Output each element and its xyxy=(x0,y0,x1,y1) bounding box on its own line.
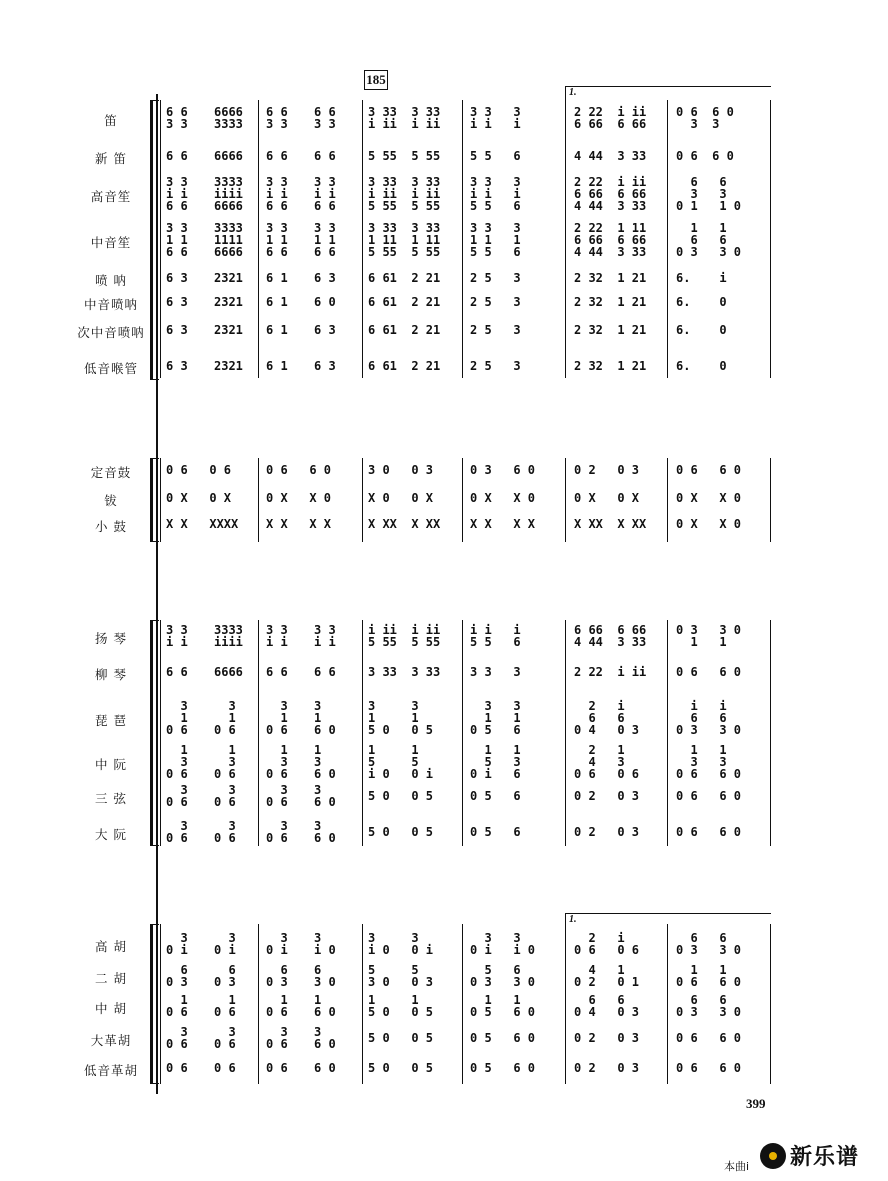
notation-cell: 0 X 0 X xyxy=(574,491,640,505)
notation-cell: 3 3 1 1 6 6 xyxy=(166,221,188,259)
notation-cell: 6666 3333 xyxy=(214,105,243,131)
barline xyxy=(667,458,668,542)
notation-cell: 3 3 i i 6 6 xyxy=(166,175,188,213)
notation-cell: 0 6 6 0 xyxy=(676,789,742,803)
notation-cell: 5 0 0 5 xyxy=(368,825,434,839)
barline xyxy=(770,620,771,846)
bracket-plucked xyxy=(150,620,159,846)
barline xyxy=(565,100,566,378)
notation-cell: 0 6 0 6 xyxy=(166,463,232,477)
notation-cell: 0 6 6 0 xyxy=(676,1031,742,1045)
notation-cell: 2 5 3 xyxy=(470,271,521,285)
notation-cell: 3 1 0 6 xyxy=(214,699,236,737)
site-logo xyxy=(760,1140,859,1171)
notation-cell: 6 61 2 21 xyxy=(368,271,441,285)
notation-cell: 2 22 i ii xyxy=(574,665,647,679)
notation-cell: 6 0 3 xyxy=(166,963,188,989)
notation-cell: 3 0 6 xyxy=(214,1025,236,1051)
notation-cell: 0 3 6 0 xyxy=(470,463,536,477)
notation-cell: X XX X XX xyxy=(368,517,441,531)
notation-cell: 3333 1111 6666 xyxy=(214,221,243,259)
notation-cell: 2 32 1 21 xyxy=(574,271,647,285)
notation-cell: 1 0 6 xyxy=(214,993,236,1019)
notation-cell: 3 6 0 xyxy=(314,819,336,845)
notation-cell: 2 32 1 21 xyxy=(574,295,647,309)
instrument-label: 琵 琶 xyxy=(95,713,127,728)
barline xyxy=(362,100,363,378)
notation-cell: X X X X xyxy=(470,517,536,531)
volta-bracket-top xyxy=(565,86,771,101)
notation-cell: X XX X XX xyxy=(574,517,647,531)
notation-cell: 0 X 0 X xyxy=(166,491,232,505)
notation-cell: 3 3 i i xyxy=(314,623,336,649)
notation-cell: 3 3 1 1 0 5 6 xyxy=(470,699,521,737)
volta-label: 1. xyxy=(569,914,577,925)
notation-cell: i i 6 6 0 3 3 0 xyxy=(676,699,742,737)
notation-cell: 0 6 xyxy=(214,1061,236,1075)
notation-cell: 6 1 xyxy=(266,295,288,309)
notation-cell: 3 3 3 i i i xyxy=(470,105,521,131)
notation-cell: 3 3 i i 6 6 xyxy=(266,175,288,213)
notation-cell: 1 3 0 6 xyxy=(166,743,188,781)
notation-cell: 3 0 0 3 xyxy=(368,463,434,477)
instrument-label: 定音鼓 xyxy=(90,465,132,480)
notation-cell: 6. 0 xyxy=(676,295,727,309)
notation-cell: 6 0 3 xyxy=(214,963,236,989)
notation-cell: 3 0 6 xyxy=(214,783,236,809)
notation-cell: 1 0 6 xyxy=(166,993,188,1019)
notation-cell: 3 33 3 33 1 11 1 11 5 55 5 55 xyxy=(368,221,441,259)
footer-text: 本曲i xyxy=(724,1160,750,1173)
notation-cell: 1 1 0 5 6 0 xyxy=(470,993,536,1019)
notation-cell: 1 1 6 6 0 3 3 0 xyxy=(676,221,742,259)
notation-cell: 1 3 0 6 xyxy=(266,743,288,781)
notation-cell: 3 1 6 0 xyxy=(314,699,336,737)
notation-cell: 6666 xyxy=(214,665,243,679)
barline xyxy=(770,100,771,378)
notation-cell: X 0 0 X xyxy=(368,491,434,505)
instrument-label: 高音笙 xyxy=(90,189,132,204)
barline xyxy=(160,458,161,542)
instrument-label: 中音笙 xyxy=(90,235,132,250)
notation-cell: 3 3 1 1 6 6 xyxy=(314,221,336,259)
notation-cell: 6 3 xyxy=(314,323,336,337)
notation-cell: 2321 xyxy=(214,359,243,373)
notation-cell: 0 5 6 xyxy=(470,825,521,839)
notation-cell: 1 1 5 5 i 0 0 i xyxy=(368,743,434,781)
barline xyxy=(770,458,771,542)
instrument-label: 中音喷呐 xyxy=(83,297,138,312)
barline xyxy=(362,620,363,846)
notation-cell: 0 6 6 0 xyxy=(676,149,734,163)
page-number: 399 xyxy=(746,1096,766,1111)
volta-label: 1. xyxy=(569,87,577,98)
notation-cell: 6 0 xyxy=(314,295,336,309)
notation-cell: i i i 5 5 6 xyxy=(470,623,521,649)
notation-cell: 6. i xyxy=(676,271,727,285)
notation-cell: 5 0 0 5 xyxy=(368,1031,434,1045)
barline xyxy=(667,924,668,1084)
notation-cell: 0 5 6 xyxy=(470,789,521,803)
notation-cell: 6 6 0 3 3 0 xyxy=(676,931,742,957)
notation-cell: 5 5 3 0 0 3 xyxy=(368,963,434,989)
notation-cell: 5 0 0 5 xyxy=(368,789,434,803)
notation-cell: 3333 iiii 6666 xyxy=(214,175,243,213)
notation-cell: 1 3 6 0 xyxy=(314,743,336,781)
notation-cell: i ii i ii 5 55 5 55 xyxy=(368,623,441,649)
notation-cell: 6 6 xyxy=(166,665,188,679)
instrument-label: 高 胡 xyxy=(95,939,127,954)
barline xyxy=(565,458,566,542)
notation-cell: 6 0 3 xyxy=(266,963,288,989)
notation-cell: 3 3 3 i i i 5 5 6 xyxy=(470,175,521,213)
rehearsal-mark: 185 xyxy=(364,70,388,90)
notation-cell: 3 33 3 33 xyxy=(368,665,441,679)
notation-cell: 3 3 i i 6 6 xyxy=(314,175,336,213)
notation-cell: 0 6 6 0 xyxy=(676,665,742,679)
barline xyxy=(258,620,259,846)
notation-cell: 3 3 3 xyxy=(470,665,521,679)
notation-cell: 3 0 6 xyxy=(166,819,188,845)
notation-cell: 3333 iiii xyxy=(214,623,243,649)
notation-cell: 2 32 1 21 xyxy=(574,359,647,373)
notation-cell: 3 3 1 1 6 6 xyxy=(266,221,288,259)
notation-cell: 3 3 3 1 1 1 5 5 6 xyxy=(470,221,521,259)
notation-cell: 6 6 0 4 0 3 xyxy=(574,993,640,1019)
instrument-label: 钹 xyxy=(104,493,118,508)
notation-cell: 6 3 xyxy=(314,271,336,285)
notation-cell: 1 6 0 xyxy=(314,993,336,1019)
notation-cell: 0 2 0 3 xyxy=(574,825,640,839)
notation-cell: 0 X X 0 xyxy=(676,491,742,505)
barline xyxy=(462,620,463,846)
notation-cell: 6 3 xyxy=(166,323,188,337)
notation-cell: 2 5 3 xyxy=(470,295,521,309)
notation-cell: 6. 0 xyxy=(676,323,727,337)
notation-cell: 3 33 3 33 i ii i ii xyxy=(368,105,441,131)
instrument-label: 小 鼓 xyxy=(95,519,127,534)
notation-cell: 6 6 3 3 xyxy=(314,105,336,131)
notation-cell: 6 6 3 3 xyxy=(166,105,188,131)
barline xyxy=(160,100,161,378)
notation-cell: 6 6 xyxy=(166,149,188,163)
notation-cell: 3 0 6 xyxy=(166,783,188,809)
barline xyxy=(462,924,463,1084)
notation-cell: 6 1 xyxy=(266,359,288,373)
notation-cell: 6 61 2 21 xyxy=(368,359,441,373)
instrument-label: 大 阮 xyxy=(95,827,127,842)
notation-cell: 1 0 6 xyxy=(266,993,288,1019)
notation-cell: 0 2 0 3 xyxy=(574,463,640,477)
notation-cell: 2 22 i ii 6 66 6 66 4 44 3 33 xyxy=(574,175,647,213)
notation-cell: 1 1 5 0 0 5 xyxy=(368,993,434,1019)
notation-cell: 6 6 0 3 3 0 xyxy=(676,993,742,1019)
notation-cell: 6 6 3 3 0 1 1 0 xyxy=(676,175,742,213)
barline xyxy=(667,620,668,846)
notation-cell: 1 1 5 3 0 i 6 xyxy=(470,743,521,781)
notation-cell: 6 3 0 xyxy=(314,963,336,989)
notation-cell: 3 3 1 1 5 0 0 5 xyxy=(368,699,434,737)
notation-cell: 6. 0 xyxy=(676,359,727,373)
notation-cell: 2 5 3 xyxy=(470,323,521,337)
notation-cell: 6 6 xyxy=(266,149,288,163)
barline xyxy=(160,620,161,846)
notation-cell: 1 1 3 3 0 6 6 0 xyxy=(676,743,742,781)
barline xyxy=(362,924,363,1084)
instrument-label: 笛 xyxy=(104,113,118,128)
notation-cell: 6 6 3 3 xyxy=(266,105,288,131)
notation-cell: 0 6 6 0 3 3 xyxy=(676,105,734,131)
notation-cell: 6 3 xyxy=(166,359,188,373)
notation-cell: 6 6 xyxy=(314,149,336,163)
notation-cell: 3 1 0 6 xyxy=(266,699,288,737)
notation-cell: 3 3 0 i i 0 xyxy=(470,931,536,957)
notation-cell: 0 2 0 3 xyxy=(574,789,640,803)
logo-text: 新乐谱 xyxy=(790,1145,860,1170)
notation-cell: 3 6 0 xyxy=(314,1025,336,1051)
notation-cell: 1 3 0 6 xyxy=(214,743,236,781)
barline xyxy=(362,458,363,542)
notation-cell: 0 X X 0 xyxy=(676,517,742,531)
notation-cell: 2 1 4 3 0 6 0 6 xyxy=(574,743,640,781)
notation-cell: 5 0 0 5 xyxy=(368,1061,434,1075)
barline xyxy=(258,924,259,1084)
notation-cell: 3 33 3 33 i ii i ii 5 55 5 55 xyxy=(368,175,441,213)
barline xyxy=(258,100,259,378)
notation-cell: 2 5 3 xyxy=(470,359,521,373)
notation-cell: 6666 xyxy=(214,149,243,163)
notation-cell: 0 6 6 0 xyxy=(676,463,742,477)
notation-cell: 0 6 6 0 xyxy=(676,1061,742,1075)
notation-cell: 3 0 6 xyxy=(266,1025,288,1051)
notation-cell: 0 2 0 3 xyxy=(574,1061,640,1075)
notation-cell: 0 6 6 0 xyxy=(676,825,742,839)
notation-cell: 0 3 3 0 1 1 xyxy=(676,623,742,649)
instrument-label: 低音喉管 xyxy=(83,361,138,376)
notation-cell: 2 32 1 21 xyxy=(574,323,647,337)
notation-cell: 2321 xyxy=(214,295,243,309)
barline xyxy=(770,924,771,1084)
notation-cell: 6 3 xyxy=(166,295,188,309)
notation-cell: 6 3 xyxy=(166,271,188,285)
notation-cell: 5 55 5 55 xyxy=(368,149,441,163)
notation-cell: 3 0 6 xyxy=(266,819,288,845)
notation-cell: 3 0 i xyxy=(266,931,288,957)
notation-cell: 2 i 6 6 0 4 0 3 xyxy=(574,699,640,737)
notation-cell: 6 6 xyxy=(314,665,336,679)
instrument-label: 喷 呐 xyxy=(95,273,127,288)
notation-cell: 4 1 0 2 0 1 xyxy=(574,963,640,989)
notation-cell: 0 X X 0 xyxy=(266,491,332,505)
instrument-label: 柳 琴 xyxy=(95,667,127,682)
notation-cell: 0 5 6 0 xyxy=(470,1031,536,1045)
barline xyxy=(160,924,161,1084)
barline xyxy=(667,100,668,378)
barline xyxy=(565,924,566,1084)
instrument-label: 扬 琴 xyxy=(95,631,127,646)
notation-cell: X X XXXX xyxy=(166,517,239,531)
barline xyxy=(462,100,463,378)
notation-cell: 6 0 xyxy=(314,1061,336,1075)
notation-cell: 3 0 i xyxy=(166,931,188,957)
notation-cell: 3 0 i xyxy=(214,931,236,957)
notation-cell: 3 0 6 xyxy=(166,1025,188,1051)
notation-cell: 0 5 6 0 xyxy=(470,1061,536,1075)
instrument-label: 次中音喷呐 xyxy=(77,325,145,340)
notation-cell: 3 i 0 xyxy=(314,931,336,957)
instrument-label: 中 阮 xyxy=(95,757,127,772)
instrument-label: 大革胡 xyxy=(90,1033,132,1048)
notation-cell: 0 6 xyxy=(266,1061,288,1075)
notation-cell: X X X X xyxy=(266,517,332,531)
notation-cell: 0 6 6 0 xyxy=(266,463,332,477)
notation-cell: 6 3 xyxy=(314,359,336,373)
notation-cell: 6 66 6 66 4 44 3 33 xyxy=(574,623,647,649)
instrument-label: 二 胡 xyxy=(95,971,127,986)
notation-cell: 0 6 xyxy=(166,1061,188,1075)
notation-cell: 2 22 1 11 6 66 6 66 4 44 3 33 xyxy=(574,221,647,259)
notation-cell: 3 6 0 xyxy=(314,783,336,809)
notation-cell: 3 3 i i xyxy=(166,623,188,649)
instrument-label: 三 弦 xyxy=(95,791,127,806)
barline xyxy=(462,458,463,542)
notation-cell: 2321 xyxy=(214,323,243,337)
instrument-label: 中 胡 xyxy=(95,1001,127,1016)
barline xyxy=(258,458,259,542)
notation-cell: 5 5 6 xyxy=(470,149,521,163)
notation-cell: 3 1 0 6 xyxy=(166,699,188,737)
record-disc-icon xyxy=(760,1143,786,1169)
notation-cell: 6 6 xyxy=(266,665,288,679)
notation-cell: 6 61 2 21 xyxy=(368,295,441,309)
notation-cell: 6 1 xyxy=(266,271,288,285)
notation-cell: 5 6 0 3 3 0 xyxy=(470,963,536,989)
instrument-label: 新 笛 xyxy=(95,151,127,166)
notation-cell: 6 61 2 21 xyxy=(368,323,441,337)
barline xyxy=(565,620,566,846)
notation-cell: 3 3 i i xyxy=(266,623,288,649)
notation-cell: 0 X X 0 xyxy=(470,491,536,505)
notation-cell: 2 i 0 6 0 6 xyxy=(574,931,640,957)
notation-cell: 4 44 3 33 xyxy=(574,149,647,163)
notation-cell: 1 1 0 6 6 0 xyxy=(676,963,742,989)
notation-cell: 3 3 i 0 0 i xyxy=(368,931,434,957)
instrument-label: 低音革胡 xyxy=(83,1063,138,1078)
notation-cell: 0 2 0 3 xyxy=(574,1031,640,1045)
notation-cell: 3 0 6 xyxy=(214,819,236,845)
notation-cell: 2 22 i ii 6 66 6 66 xyxy=(574,105,647,131)
notation-cell: 6 1 xyxy=(266,323,288,337)
notation-cell: 2321 xyxy=(214,271,243,285)
notation-cell: 3 0 6 xyxy=(266,783,288,809)
